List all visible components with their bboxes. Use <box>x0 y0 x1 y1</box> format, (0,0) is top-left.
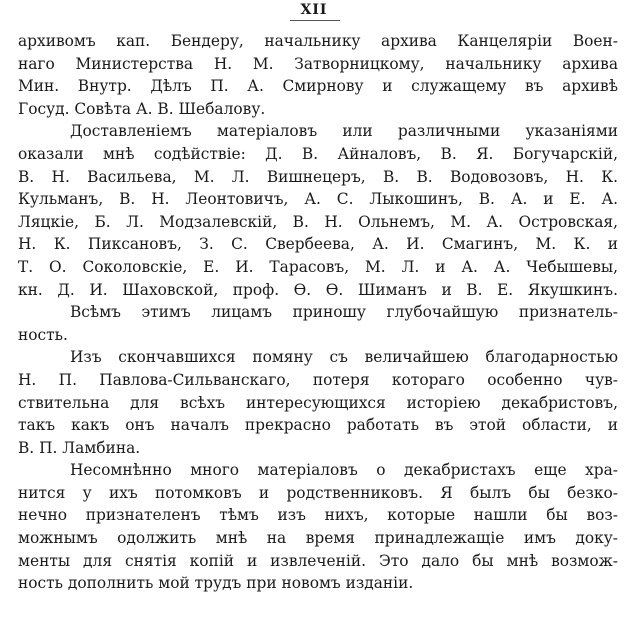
text-line: архивомъ кап. Бендеру, начальнику архива Канцеляріи Воен- <box>18 32 618 50</box>
text-line: В. П. Ламбина. <box>18 438 141 457</box>
text-line: такъ какъ онъ началъ прекрасно работать въ этой области, и <box>18 416 618 435</box>
paragraph-2 <box>18 120 618 301</box>
text-line: Всѣмъ этимъ лицамъ приношу глубочайшую признатель- <box>70 303 618 322</box>
text-line: нечно признателенъ тѣмъ изъ нихъ, которые нашли бы воз- <box>18 506 618 525</box>
text-line: кн. Д. И. Шаховской, проф. Ѳ. Ѳ. Шиманъ и В. Е. Якушкинъ. <box>18 280 618 299</box>
text-line: оказали мнѣ содѣйствіе: Д. В. Айналовъ, В. Я. Богучарскій, <box>18 144 618 163</box>
text-line: нится у ихъ потомковъ и родственниковъ. Я былъ бы безко- <box>18 483 618 502</box>
text-line: ствительна для всѣхъ интересующихся исторіею декабристовъ, <box>18 393 618 412</box>
paragraph-5 <box>18 459 618 595</box>
paragraph-3 <box>18 301 618 346</box>
text-line: Н. К. Пиксановъ, З. С. Свербеева, А. И. Смагинъ, М. К. и <box>18 235 618 254</box>
text-line: Доставленіемъ матеріаловъ или различными указаніями <box>70 122 618 141</box>
text-line: Т. О. Соколовскіе, Е. И. Тарасовъ, М. Л. и А. А. Чебышевы, <box>18 257 618 276</box>
body-text <box>18 30 618 595</box>
text-line: Госуд. Совѣта А. В. Шебалову. <box>18 99 266 118</box>
page-number: XII <box>300 2 328 18</box>
text-line: менты для снятія копій и извлеченій. Это дало бы мнѣ возмож- <box>18 551 618 570</box>
text-line: Изъ скончавшихся помяну съ величайшею благодарностью <box>70 348 618 367</box>
text-line: Н. П. Павлова-Сильванскаго, потеря котораго особенно чув- <box>18 370 618 389</box>
text-line: Несомнѣнно много матеріаловъ о декабристахъ еще хра- <box>70 461 618 480</box>
text-line: наго Министерства Н. М. Затворницкому, начальнику архива <box>18 54 618 73</box>
text-line: ность. <box>18 325 68 344</box>
paragraph-1 <box>18 30 618 120</box>
text-line: Ляцкіе, Б. Л. Модзалевскій, В. Н. Ольнемъ, М. А. Островская, <box>18 212 618 231</box>
text-line: Мин. Внутр. Дѣлъ П. А. Смирнову и служащему въ архивѣ <box>18 77 618 96</box>
text-line: В. Н. Васильева, М. Л. Вишнецеръ, В. В. Водовозовъ, Н. К. <box>18 167 618 186</box>
page-number-underline <box>290 20 340 21</box>
text-line: можнымъ одолжить мнѣ на время принадлежащіе имъ доку- <box>18 529 618 548</box>
text-line: Кульманъ, В. Н. Леонтовичъ, А. С. Лыкошинъ, В. А. и Е. А. <box>18 190 618 209</box>
text-line: ность дополнить мой трудъ при новомъ изданіи. <box>18 574 414 593</box>
paragraph-4 <box>18 346 618 459</box>
